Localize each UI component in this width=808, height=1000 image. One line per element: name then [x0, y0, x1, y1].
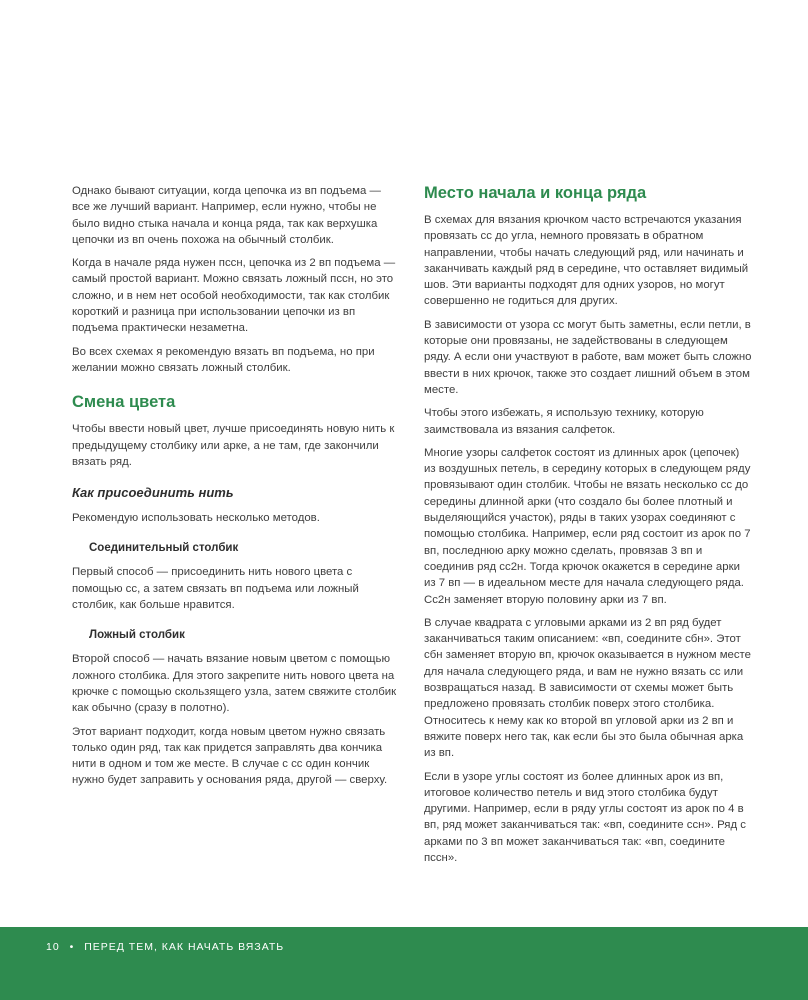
paragraph: Во всех схемах я рекомендую вязать вп подъема, но при желании можно связать ложный столбик.	[72, 345, 375, 374]
page-footer	[0, 927, 808, 1000]
paragraph: Если в узоре углы состоят из более длинных арок из вп, итоговое количество петель и вид этого столбика будут другими. Например, если в ряду углы состоят из арок по 4 в вп, ряд может заканчиваться так: «вп, соедините ссн». Ряд с арками по 3 вп может заканчиваться так: «вп, соедините пссн».	[424, 770, 746, 864]
subsubheading-false-stitch: Ложный столбик	[89, 629, 185, 642]
paragraph: Чтобы ввести новый цвет, лучше присоединять новую нить к предыдущему столбику или арке, а не там, где закончили вязать ряд.	[72, 423, 395, 468]
paragraph: Многие узоры салфеток состоят из длинных арок (цепочек) из воздушных петель, в середину которых в следующем ряду провязывают один столбик. Чтобы не вязать несколько сс до середины длинной арки (что создало бы более плотный и выделяющийся участок), ряды в таких узорах соединяют с помощью столбика. Например, если ряд состоит из арок по 7 вп, последнюю арку можно сделать, провязав 3 вп и соединив ряд сс2н. Тогда крючок окажется в середине арки из 7 вп — в идеальном месте для начала следующего ряда. Сс2н заменяет вторую половину арки из 7 вп.	[424, 446, 751, 606]
footer-separator: •	[69, 941, 75, 953]
paragraph: В схемах для вязания крючком часто встречаются указания провязать сс до угла, немного провязать в обратном направлении, чтобы начать следующий ряд, или начинать и заканчивать каждый ряд в середине, что оставляет видимый шов. Эти варианты подходят для одних узоров, но могут совершенно не годиться для других.	[424, 214, 749, 308]
right-column	[424, 182, 754, 873]
section-heading-color-change: Смена цвета	[72, 393, 176, 412]
paragraph: Когда в начале ряда нужен пссн, цепочка из 2 вп подъема — самый простой вариант. Можно связать ложный пссн, но это сложно, и в нем нет особой необходимости, так как столбик короткий и разница при использовании цепочки из вп подъема практически незаметна.	[72, 257, 396, 335]
paragraph: В случае квадрата с угловыми арками из 2 вп ряд будет заканчиваться таким описанием: «вп, соедините сбн». Этот сбн заменяет вторую вп, крючок оказывается в нужном месте для начала следующего ряда, и вам не нужно вязать сс или возвращаться назад. В зависимости от схемы может быть предложено провязать столбик поверх этого столбика. Относитесь к нему как ко второй вп угловой арки из 2 вп и вяжите поверх него так, как если бы это была обычная арка из вп.	[424, 616, 751, 760]
paragraph: Этот вариант подходит, когда новым цветом нужно связать только один ряд, так как придется заправлять два кончика нити в одном и том же месте. В случае с сс один кончик нужно будет заправить у основания ряда, другой — сверху.	[72, 725, 388, 787]
paragraph: Рекомендую использовать несколько методов.	[72, 512, 320, 525]
left-column	[72, 183, 398, 796]
section-heading-row-start-end: Место начала и конца ряда	[424, 184, 647, 202]
subsubheading-slip-stitch: Соединительный столбик	[89, 542, 239, 555]
page-number: 10	[46, 941, 60, 953]
subheading-attach-yarn: Как присоединить нить	[72, 485, 234, 501]
paragraph: Однако бывают ситуации, когда цепочка из вп подъема — все же лучший вариант. Например, если нужно, чтобы не было видно стыка начала и конца ряда, так как верхушка цепочки из вп очень похожа на обычный столбик.	[72, 185, 381, 246]
section-title: ПЕРЕД ТЕМ, КАК НАЧАТЬ ВЯЗАТЬ	[84, 941, 285, 953]
footer-text	[46, 941, 284, 953]
paragraph: Второй способ — начать вязание новым цветом с помощью ложного столбика. Для этого закрепите нить нового цвета на крючке с помощью скользящего узла, затем свяжите столбик как обычно (сразу в полотно).	[72, 653, 397, 715]
paragraph: Чтобы этого избежать, я использую технику, которую заимствовала из вязания салфеток.	[424, 407, 704, 436]
paragraph: В зависимости от узора сс могут быть заметны, если петли, в которые они провязаны, не задействованы в следующем ряду. А если они участвуют в работе, вам может быть сложно ввести в них крючок, также это создает лишний объем в этом месте.	[424, 318, 752, 396]
paragraph: Первый способ — присоединить нить нового цвета с помощью сс, а затем связать вп подъема или ложный столбик, как больше нравится.	[72, 566, 359, 612]
